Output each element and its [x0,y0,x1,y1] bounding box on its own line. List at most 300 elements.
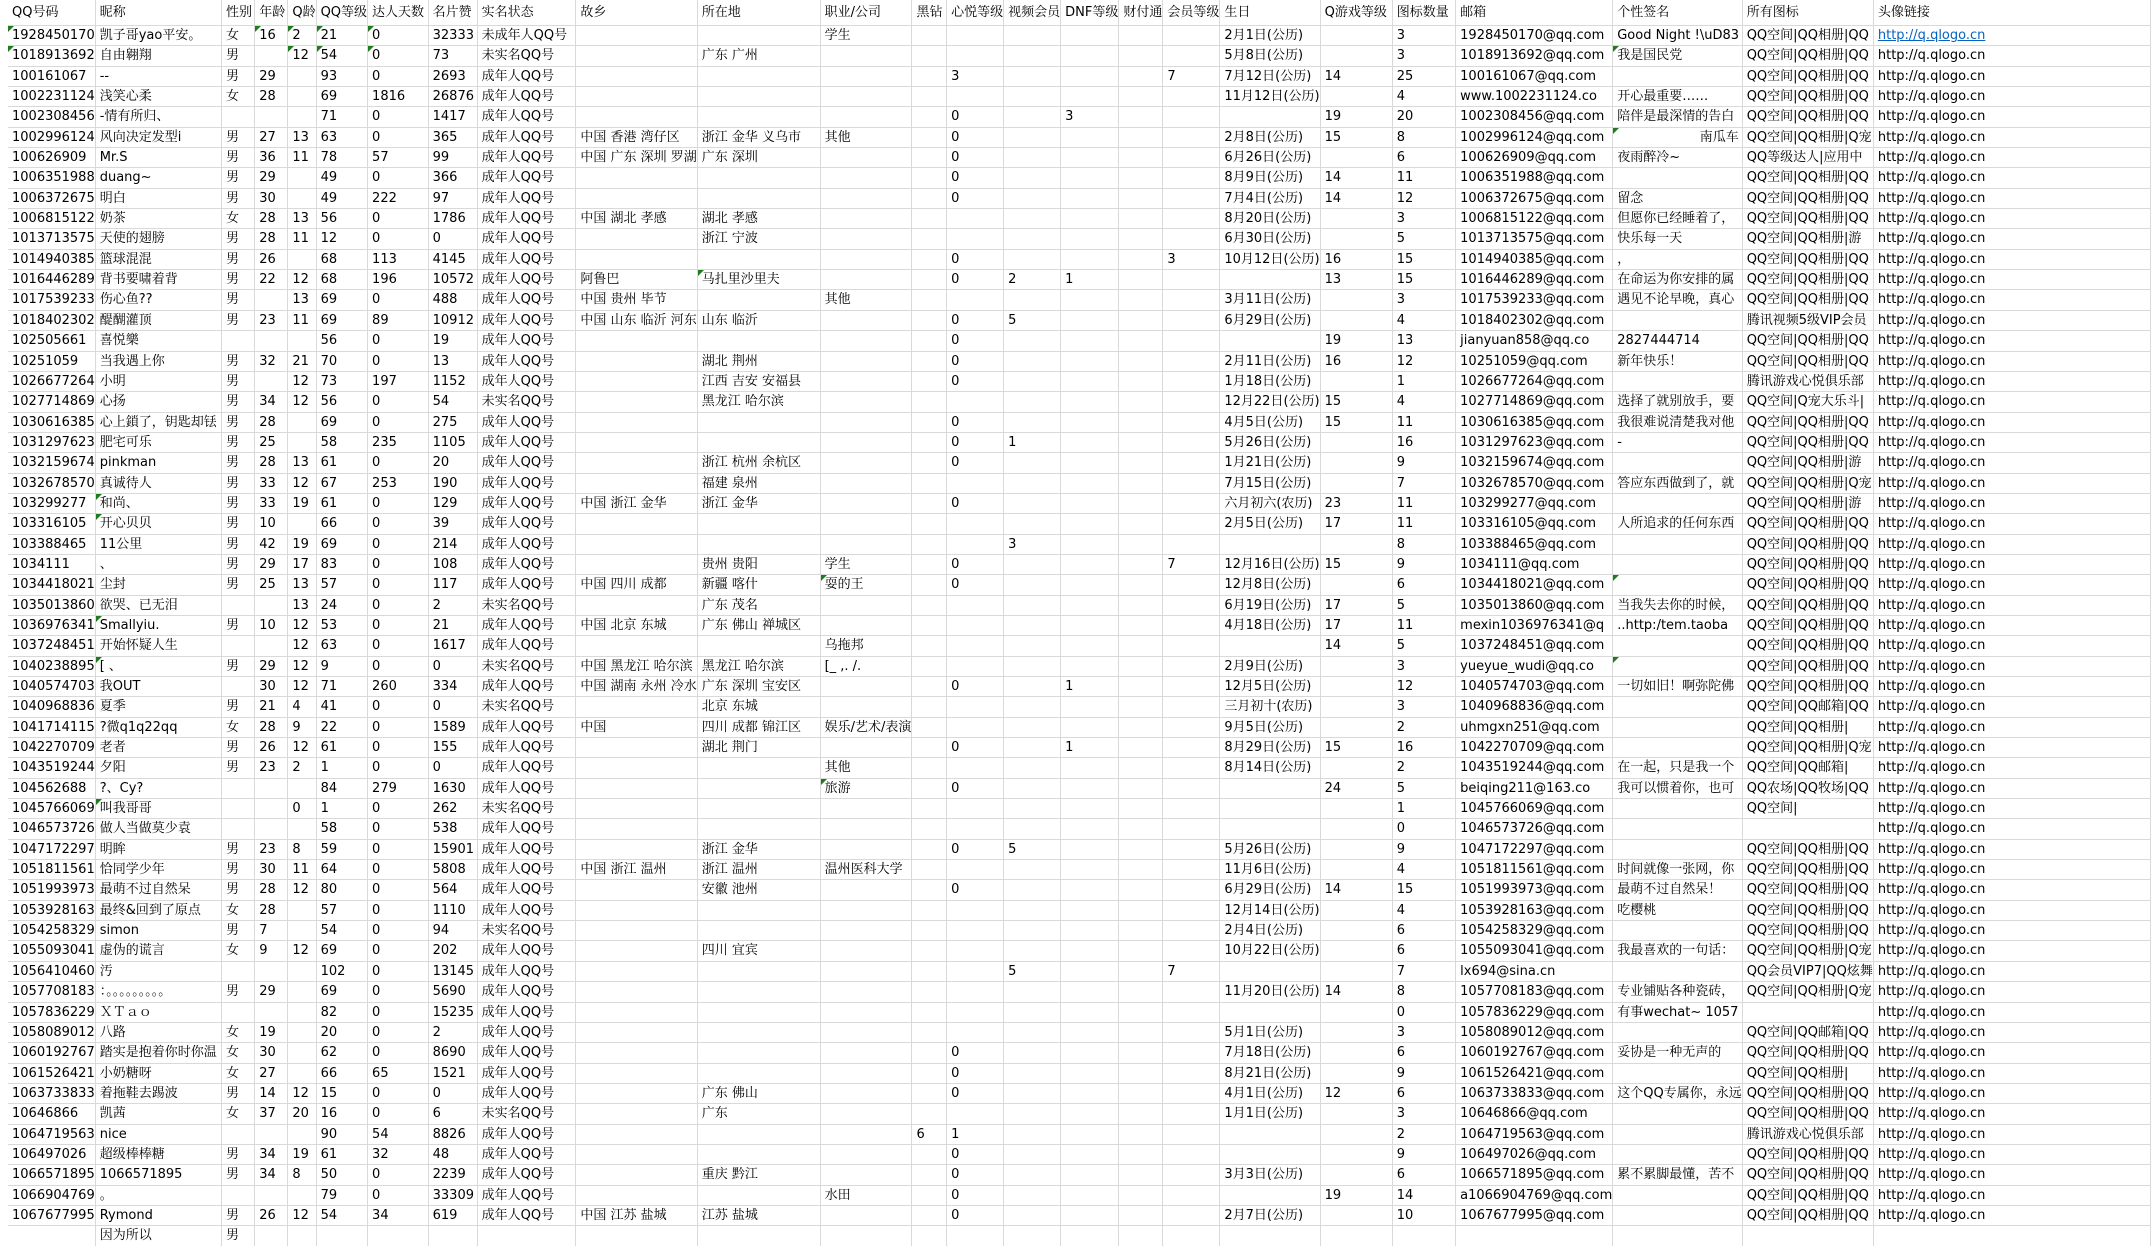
cell-email[interactable]: 1067677995@qq.com [1456,1205,1613,1225]
cell-vip-level[interactable] [1163,860,1220,880]
cell-qage[interactable]: 12 [288,636,316,656]
cell-avatar-link[interactable]: http://q.qlogo.cn [1873,717,2150,737]
cell-avatar-link[interactable]: http://q.qlogo.cn [1873,1185,2150,1205]
cell-caifutong[interactable] [1119,534,1163,554]
cell-qq[interactable]: 1057708183 [8,982,95,1002]
cell-age[interactable]: 28 [255,209,288,229]
cell-signature[interactable]: - [1613,432,1742,452]
cell-qgame-level[interactable] [1320,697,1392,717]
cell-card-likes[interactable]: 0 [428,656,477,676]
cell-daren-days[interactable]: 0 [368,26,429,46]
cell-qq-level[interactable]: 20 [316,1022,367,1042]
cell-hometown[interactable]: 中国 香港 湾仔区 [576,127,697,147]
cell-vip-level[interactable] [1163,534,1220,554]
cell-job[interactable] [820,799,912,819]
cell-realname-status[interactable]: 成年人QQ号 [477,738,576,758]
cell-qage[interactable] [288,249,316,269]
cell-nickname[interactable]: 小明 [95,371,221,391]
cell-xinyue-level[interactable]: 0 [947,1083,1004,1103]
cell-vip-level[interactable] [1163,656,1220,676]
cell-realname-status[interactable]: 成年人QQ号 [477,1165,576,1185]
cell-dnf-level[interactable] [1061,860,1119,880]
cell-email[interactable]: 1002996124@qq.com [1456,127,1613,147]
cell-daren-days[interactable]: 0 [368,514,429,534]
cell-job[interactable] [820,371,912,391]
cell-xinyue-level[interactable] [947,921,1004,941]
cell-birthday[interactable]: 2月4日(公历) [1220,921,1320,941]
cell-job[interactable] [820,1144,912,1164]
cell-nickname[interactable]: 小奶糖呀 [95,1063,221,1083]
cell-dnf-level[interactable] [1061,26,1119,46]
cell-realname-status[interactable]: 成年人QQ号 [477,331,576,351]
cell-location[interactable] [697,1144,820,1164]
cell-heizuan[interactable] [912,982,947,1002]
cell-xinyue-level[interactable]: 0 [947,1063,1004,1083]
cell-xinyue-level[interactable] [947,1002,1004,1022]
cell-qq[interactable]: 1016446289 [8,270,95,290]
cell-qage[interactable] [288,819,316,839]
cell-caifutong[interactable] [1119,46,1163,66]
column-header-card-likes[interactable]: 名片赞 [428,0,477,26]
cell-signature[interactable]: 累不累脚最懂，苦不 [1613,1165,1742,1185]
cell-email[interactable]: beiqing211@163.co [1456,778,1613,798]
cell-heizuan[interactable] [912,249,947,269]
cell-gender[interactable]: 男 [222,697,255,717]
cell-qq-level[interactable]: 93 [316,66,367,86]
cell-avatar-link[interactable]: http://q.qlogo.cn [1873,839,2150,859]
cell-xinyue-level[interactable] [947,1022,1004,1042]
cell-gender[interactable]: 男 [222,310,255,330]
cell-birthday[interactable] [1220,636,1320,656]
cell-job[interactable] [820,1124,912,1144]
cell-job[interactable]: 其他 [820,127,912,147]
cell-hometown[interactable] [576,371,697,391]
cell-video-vip[interactable] [1004,148,1061,168]
cell-age[interactable]: 26 [255,1205,288,1225]
cell-age[interactable]: 28 [255,87,288,107]
cell-signature[interactable] [1613,493,1742,513]
cell-dnf-level[interactable] [1061,1144,1119,1164]
cell-icon-count[interactable]: 13 [1392,331,1455,351]
cell-card-likes[interactable]: 39 [428,514,477,534]
cell-birthday[interactable]: 5月26日(公历) [1220,432,1320,452]
cell-qq[interactable]: 1006815122 [8,209,95,229]
cell-qq[interactable]: 1064719563 [8,1124,95,1144]
cell-location[interactable] [697,107,820,127]
cell-dnf-level[interactable] [1061,1104,1119,1124]
cell-age[interactable]: 25 [255,432,288,452]
cell-vip-level[interactable] [1163,473,1220,493]
cell-avatar-link[interactable]: http://q.qlogo.cn [1873,900,2150,920]
cell-video-vip[interactable] [1004,66,1061,86]
cell-birthday[interactable] [1220,1226,1320,1246]
cell-qq[interactable]: 1032159674 [8,453,95,473]
cell-caifutong[interactable] [1119,493,1163,513]
cell-video-vip[interactable] [1004,717,1061,737]
cell-birthday[interactable]: 5月26日(公历) [1220,839,1320,859]
cell-vip-level[interactable] [1163,1022,1220,1042]
column-header-age[interactable]: 年龄 [255,0,288,26]
cell-all-icons[interactable]: 腾讯游戏心悦俱乐部 [1742,371,1873,391]
cell-qq-level[interactable]: 71 [316,107,367,127]
cell-qgame-level[interactable] [1320,1063,1392,1083]
cell-daren-days[interactable]: 0 [368,66,429,86]
cell-caifutong[interactable] [1119,392,1163,412]
cell-icon-count[interactable]: 6 [1392,148,1455,168]
cell-job[interactable] [820,961,912,981]
cell-icon-count[interactable]: 11 [1392,615,1455,635]
cell-age[interactable]: 27 [255,127,288,147]
cell-vip-level[interactable] [1163,107,1220,127]
cell-qq[interactable]: 1002308456 [8,107,95,127]
cell-age[interactable]: 29 [255,168,288,188]
cell-icon-count[interactable]: 7 [1392,961,1455,981]
cell-location[interactable] [697,921,820,941]
cell-realname-status[interactable]: 成年人QQ号 [477,351,576,371]
cell-realname-status[interactable]: 成年人QQ号 [477,758,576,778]
cell-dnf-level[interactable] [1061,1002,1119,1022]
column-header-hometown[interactable]: 故乡 [576,0,697,26]
cell-nickname[interactable]: 夏季 [95,697,221,717]
cell-video-vip[interactable] [1004,575,1061,595]
cell-qq[interactable]: 1046573726 [8,819,95,839]
cell-qq[interactable]: 1066571895 [8,1165,95,1185]
column-header-video-vip[interactable]: 视频会员 [1004,0,1061,26]
cell-caifutong[interactable] [1119,758,1163,778]
cell-birthday[interactable]: 10月22日(公历) [1220,941,1320,961]
cell-hometown[interactable]: 中国 湖南 永州 冷水 [576,677,697,697]
cell-job[interactable] [820,66,912,86]
cell-job[interactable] [820,412,912,432]
cell-signature[interactable] [1613,1226,1742,1246]
cell-vip-level[interactable] [1163,921,1220,941]
cell-realname-status[interactable]: 成年人QQ号 [477,66,576,86]
cell-caifutong[interactable] [1119,575,1163,595]
cell-realname-status[interactable]: 成年人QQ号 [477,677,576,697]
cell-nickname[interactable]: pinkman [95,453,221,473]
cell-hometown[interactable] [576,1144,697,1164]
cell-video-vip[interactable] [1004,87,1061,107]
cell-age[interactable]: 19 [255,1022,288,1042]
cell-qgame-level[interactable]: 14 [1320,636,1392,656]
cell-realname-status[interactable]: 成年人QQ号 [477,1002,576,1022]
cell-dnf-level[interactable] [1061,717,1119,737]
cell-qgame-level[interactable] [1320,1165,1392,1185]
cell-card-likes[interactable]: 0 [428,697,477,717]
cell-location[interactable]: 广东 佛山 [697,1083,820,1103]
cell-video-vip[interactable] [1004,290,1061,310]
cell-avatar-link[interactable]: http://q.qlogo.cn [1873,799,2150,819]
cell-avatar-link[interactable]: http://q.qlogo.cn [1873,961,2150,981]
cell-qage[interactable]: 12 [288,677,316,697]
cell-video-vip[interactable] [1004,188,1061,208]
cell-birthday[interactable]: 11月12日(公历) [1220,87,1320,107]
cell-video-vip[interactable] [1004,615,1061,635]
cell-age[interactable] [255,1185,288,1205]
cell-age[interactable]: 37 [255,1104,288,1124]
cell-caifutong[interactable] [1119,636,1163,656]
cell-realname-status[interactable] [477,1226,576,1246]
cell-qq[interactable]: 1057836229 [8,1002,95,1022]
cell-vip-level[interactable] [1163,677,1220,697]
cell-heizuan[interactable] [912,554,947,574]
cell-icon-count[interactable]: 6 [1392,941,1455,961]
cell-birthday[interactable]: 5月1日(公历) [1220,1022,1320,1042]
cell-qq[interactable]: 1051993973 [8,880,95,900]
cell-location[interactable]: 湖北 孝感 [697,209,820,229]
cell-signature[interactable]: 遇见不论早晚，真心 [1613,290,1742,310]
cell-signature[interactable]: 我很难说清楚我对他 [1613,412,1742,432]
cell-icon-count[interactable]: 3 [1392,1022,1455,1042]
cell-realname-status[interactable]: 成年人QQ号 [477,127,576,147]
cell-location[interactable] [697,1226,820,1246]
cell-xinyue-level[interactable] [947,26,1004,46]
cell-location[interactable] [697,1185,820,1205]
cell-age[interactable] [255,1124,288,1144]
cell-hometown[interactable]: 中国 浙江 金华 [576,493,697,513]
cell-email[interactable]: www.1002231124.co [1456,87,1613,107]
cell-hometown[interactable] [576,66,697,86]
cell-dnf-level[interactable] [1061,392,1119,412]
cell-location[interactable]: 重庆 黔江 [697,1165,820,1185]
cell-qage[interactable]: 8 [288,839,316,859]
cell-qq-level[interactable]: 67 [316,473,367,493]
cell-video-vip[interactable] [1004,636,1061,656]
cell-vip-level[interactable] [1163,188,1220,208]
cell-nickname[interactable]: 开心贝贝 [95,514,221,534]
cell-hometown[interactable] [576,229,697,249]
cell-vip-level[interactable] [1163,1205,1220,1225]
cell-gender[interactable]: 男 [222,392,255,412]
cell-all-icons[interactable]: QQ空间|QQ相册|QQ [1742,26,1873,46]
cell-nickname[interactable]: 11公里 [95,534,221,554]
cell-birthday[interactable] [1220,819,1320,839]
cell-realname-status[interactable]: 成年人QQ号 [477,453,576,473]
cell-qq[interactable]: 1053928163 [8,900,95,920]
cell-card-likes[interactable]: 73 [428,46,477,66]
cell-dnf-level[interactable] [1061,534,1119,554]
cell-icon-count[interactable]: 15 [1392,270,1455,290]
cell-email[interactable]: 1018913692@qq.com [1456,46,1613,66]
cell-avatar-link[interactable]: http://q.qlogo.cn [1873,290,2150,310]
cell-nickname[interactable]: 凯茜 [95,1104,221,1124]
cell-qgame-level[interactable] [1320,1205,1392,1225]
cell-xinyue-level[interactable] [947,534,1004,554]
cell-qq-level[interactable]: 53 [316,615,367,635]
cell-card-likes[interactable]: 20 [428,453,477,473]
cell-qgame-level[interactable] [1320,87,1392,107]
cell-card-likes[interactable]: 21 [428,615,477,635]
cell-qgame-level[interactable]: 19 [1320,1185,1392,1205]
cell-qage[interactable]: 19 [288,493,316,513]
cell-qq[interactable]: 1045766069 [8,799,95,819]
cell-avatar-link[interactable]: http://q.qlogo.cn [1873,107,2150,127]
cell-hometown[interactable] [576,534,697,554]
cell-realname-status[interactable]: 成年人QQ号 [477,819,576,839]
cell-age[interactable]: 28 [255,412,288,432]
cell-hometown[interactable] [576,961,697,981]
cell-video-vip[interactable] [1004,514,1061,534]
cell-video-vip[interactable] [1004,249,1061,269]
cell-video-vip[interactable] [1004,127,1061,147]
cell-email[interactable]: 100626909@qq.com [1456,148,1613,168]
cell-video-vip[interactable] [1004,412,1061,432]
cell-daren-days[interactable]: 65 [368,1063,429,1083]
cell-qq[interactable]: 1047172297 [8,839,95,859]
cell-qq-level[interactable]: 70 [316,351,367,371]
cell-card-likes[interactable]: 202 [428,941,477,961]
cell-daren-days[interactable]: 0 [368,453,429,473]
cell-heizuan[interactable] [912,636,947,656]
cell-heizuan[interactable] [912,209,947,229]
cell-signature[interactable] [1613,839,1742,859]
cell-icon-count[interactable]: 3 [1392,697,1455,717]
cell-video-vip[interactable] [1004,1022,1061,1042]
cell-signature[interactable] [1613,168,1742,188]
cell-nickname[interactable]: 开始怀疑人生 [95,636,221,656]
cell-card-likes[interactable]: 1786 [428,209,477,229]
cell-dnf-level[interactable] [1061,921,1119,941]
cell-birthday[interactable]: 1月21日(公历) [1220,453,1320,473]
cell-gender[interactable] [222,595,255,615]
cell-signature[interactable] [1613,738,1742,758]
cell-location[interactable]: 黑龙江 哈尔滨 [697,656,820,676]
cell-video-vip[interactable] [1004,819,1061,839]
cell-email[interactable]: 1043519244@qq.com [1456,758,1613,778]
cell-realname-status[interactable]: 未实名QQ号 [477,595,576,615]
cell-dnf-level[interactable] [1061,371,1119,391]
cell-hometown[interactable] [576,1185,697,1205]
cell-gender[interactable]: 男 [222,554,255,574]
cell-caifutong[interactable] [1119,778,1163,798]
cell-realname-status[interactable]: 成年人QQ号 [477,1144,576,1164]
cell-avatar-link[interactable] [1873,1226,2150,1246]
cell-gender[interactable]: 男 [222,270,255,290]
cell-qq-level[interactable]: 15 [316,1083,367,1103]
cell-caifutong[interactable] [1119,148,1163,168]
cell-email[interactable]: 1035013860@qq.com [1456,595,1613,615]
cell-vip-level[interactable]: 7 [1163,554,1220,574]
cell-qq-level[interactable]: 102 [316,961,367,981]
cell-dnf-level[interactable] [1061,636,1119,656]
cell-caifutong[interactable] [1119,1124,1163,1144]
cell-location[interactable]: 江苏 盐城 [697,1205,820,1225]
cell-birthday[interactable] [1220,1185,1320,1205]
cell-nickname[interactable]: 因为所以 [95,1226,221,1246]
cell-signature[interactable]: 新年快乐！ [1613,351,1742,371]
cell-nickname[interactable]: 醍醐灌顶 [95,310,221,330]
cell-gender[interactable] [222,677,255,697]
cell-job[interactable] [820,432,912,452]
cell-heizuan[interactable] [912,677,947,697]
cell-vip-level[interactable] [1163,453,1220,473]
cell-avatar-link[interactable]: http://q.qlogo.cn [1873,249,2150,269]
cell-location[interactable]: 广东 广州 [697,46,820,66]
cell-email[interactable]: uhmgxn251@qq.com [1456,717,1613,737]
cell-icon-count[interactable]: 3 [1392,46,1455,66]
cell-age[interactable]: 23 [255,839,288,859]
cell-qq[interactable]: 103388465 [8,534,95,554]
cell-gender[interactable] [222,636,255,656]
cell-age[interactable] [255,819,288,839]
cell-gender[interactable]: 男 [222,290,255,310]
cell-qage[interactable]: 8 [288,1165,316,1185]
cell-email[interactable]: 1006815122@qq.com [1456,209,1613,229]
cell-job[interactable] [820,880,912,900]
cell-qq-level[interactable]: 68 [316,270,367,290]
cell-xinyue-level[interactable] [947,595,1004,615]
cell-signature[interactable]: 答应东西做到了，就 [1613,473,1742,493]
cell-icon-count[interactable]: 15 [1392,880,1455,900]
cell-job[interactable] [820,1022,912,1042]
cell-qq-level[interactable]: 64 [316,860,367,880]
cell-hometown[interactable] [576,1226,697,1246]
cell-age[interactable]: 29 [255,554,288,574]
cell-birthday[interactable]: 2月7日(公历) [1220,1205,1320,1225]
cell-birthday[interactable]: 11月6日(公历) [1220,860,1320,880]
cell-nickname[interactable]: 喜悦樂 [95,331,221,351]
cell-realname-status[interactable]: 成年人QQ号 [477,860,576,880]
cell-age[interactable]: 34 [255,1144,288,1164]
cell-qage[interactable] [288,1124,316,1144]
cell-email[interactable]: 1040968836@qq.com [1456,697,1613,717]
cell-qq-level[interactable]: 56 [316,392,367,412]
cell-all-icons[interactable]: QQ空间|QQ相册|QQ [1742,1144,1873,1164]
cell-daren-days[interactable]: 32 [368,1144,429,1164]
column-header-daren-days[interactable]: 达人天数 [368,0,429,26]
cell-realname-status[interactable]: 成年人QQ号 [477,615,576,635]
cell-daren-days[interactable]: 0 [368,127,429,147]
cell-hometown[interactable] [576,1043,697,1063]
cell-qq-level[interactable]: 41 [316,697,367,717]
cell-job[interactable]: 学生 [820,554,912,574]
cell-signature[interactable]: 快乐每一天 [1613,229,1742,249]
cell-video-vip[interactable] [1004,677,1061,697]
cell-qq[interactable]: 1055093041 [8,941,95,961]
cell-caifutong[interactable] [1119,453,1163,473]
cell-xinyue-level[interactable] [947,1104,1004,1124]
cell-age[interactable] [255,107,288,127]
cell-icon-count[interactable]: 6 [1392,921,1455,941]
cell-caifutong[interactable] [1119,1185,1163,1205]
cell-daren-days[interactable]: 235 [368,432,429,452]
cell-all-icons[interactable]: QQ空间|QQ相册| [1742,1063,1873,1083]
cell-daren-days[interactable]: 0 [368,961,429,981]
cell-job[interactable] [820,1083,912,1103]
cell-email[interactable]: 1013713575@qq.com [1456,229,1613,249]
cell-xinyue-level[interactable]: 0 [947,188,1004,208]
cell-gender[interactable]: 男 [222,1205,255,1225]
cell-avatar-link[interactable]: http://q.qlogo.cn [1873,1165,2150,1185]
cell-job[interactable]: 水田 [820,1185,912,1205]
cell-video-vip[interactable] [1004,1144,1061,1164]
cell-email[interactable]: 1051993973@qq.com [1456,880,1613,900]
cell-avatar-link[interactable]: http://q.qlogo.cn [1873,453,2150,473]
cell-dnf-level[interactable] [1061,1063,1119,1083]
cell-nickname[interactable]: 心上鎖了，钥匙却铥 [95,412,221,432]
cell-realname-status[interactable]: 成年人QQ号 [477,290,576,310]
cell-xinyue-level[interactable] [947,941,1004,961]
cell-qq-level[interactable]: 61 [316,493,367,513]
cell-qq[interactable]: 10646866 [8,1104,95,1124]
cell-avatar-link[interactable]: http://q.qlogo.cn [1873,697,2150,717]
cell-realname-status[interactable]: 成年人QQ号 [477,371,576,391]
cell-video-vip[interactable] [1004,900,1061,920]
cell-avatar-link[interactable]: http://q.qlogo.cn [1873,351,2150,371]
cell-avatar-link[interactable]: http://q.qlogo.cn [1873,1063,2150,1083]
cell-signature[interactable]: 妥协是一种无声的 [1613,1043,1742,1063]
cell-video-vip[interactable] [1004,392,1061,412]
